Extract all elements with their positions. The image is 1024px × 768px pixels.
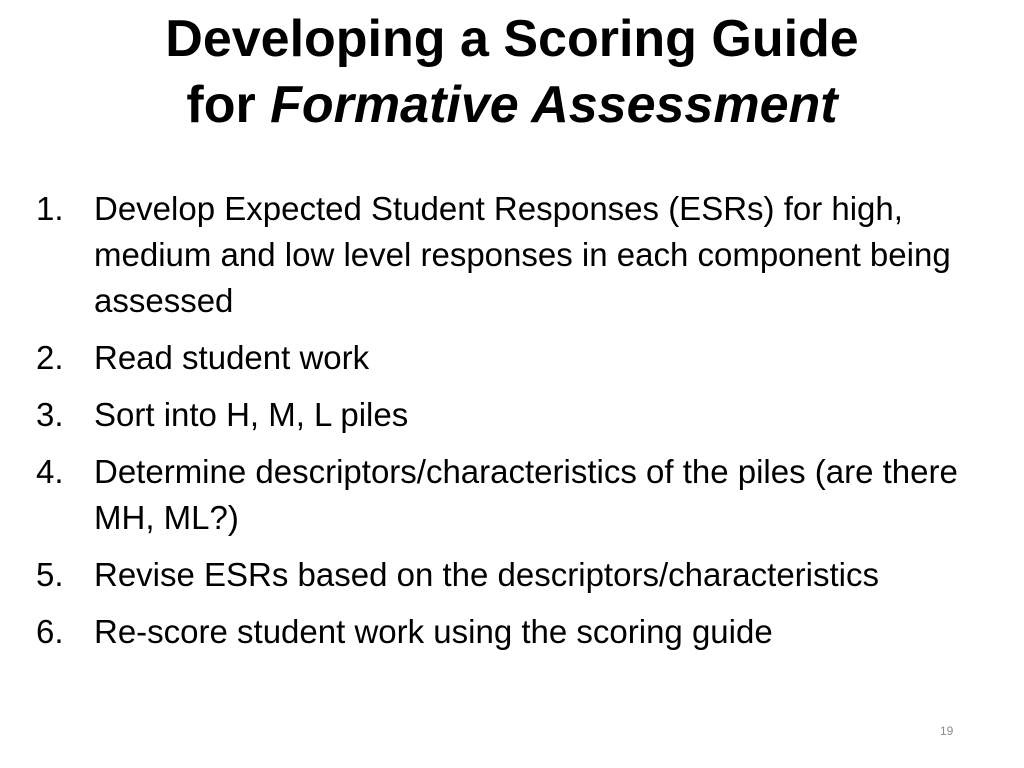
- step-number: 4.: [36, 453, 64, 490]
- step-text: Read student work: [94, 339, 370, 376]
- page-number: 19: [940, 724, 954, 738]
- title-line-2-prefix: for: [186, 76, 271, 134]
- title-line-1: Developing a Scoring Guide: [165, 10, 859, 68]
- step-text: Determine descriptors/characteristics of the piles (are there MH, ML?): [94, 453, 958, 536]
- list-item: [0, 552, 1000, 598]
- title-line-2-emphasis: Formative Assessment: [270, 76, 838, 134]
- list-item: [0, 186, 1000, 324]
- list-item: [0, 449, 1000, 541]
- step-number: 6.: [36, 613, 64, 650]
- steps-list: [0, 186, 1000, 666]
- step-number: 5.: [36, 556, 64, 593]
- step-text: Re-score student work using the scoring guide: [94, 613, 773, 650]
- step-text: Revise ESRs based on the descriptors/characteristics: [94, 556, 880, 593]
- step-number: 1.: [36, 190, 64, 227]
- list-item: [0, 609, 1000, 655]
- step-text: Sort into H, M, L piles: [94, 396, 409, 433]
- list-item: [0, 335, 1000, 381]
- slide-title: [0, 6, 1024, 138]
- step-number: 3.: [36, 396, 64, 433]
- list-item: [0, 392, 1000, 438]
- step-number: 2.: [36, 339, 64, 376]
- step-text: Develop Expected Student Responses (ESRs) for high, medium and low level responses in each component being assessed: [94, 190, 951, 319]
